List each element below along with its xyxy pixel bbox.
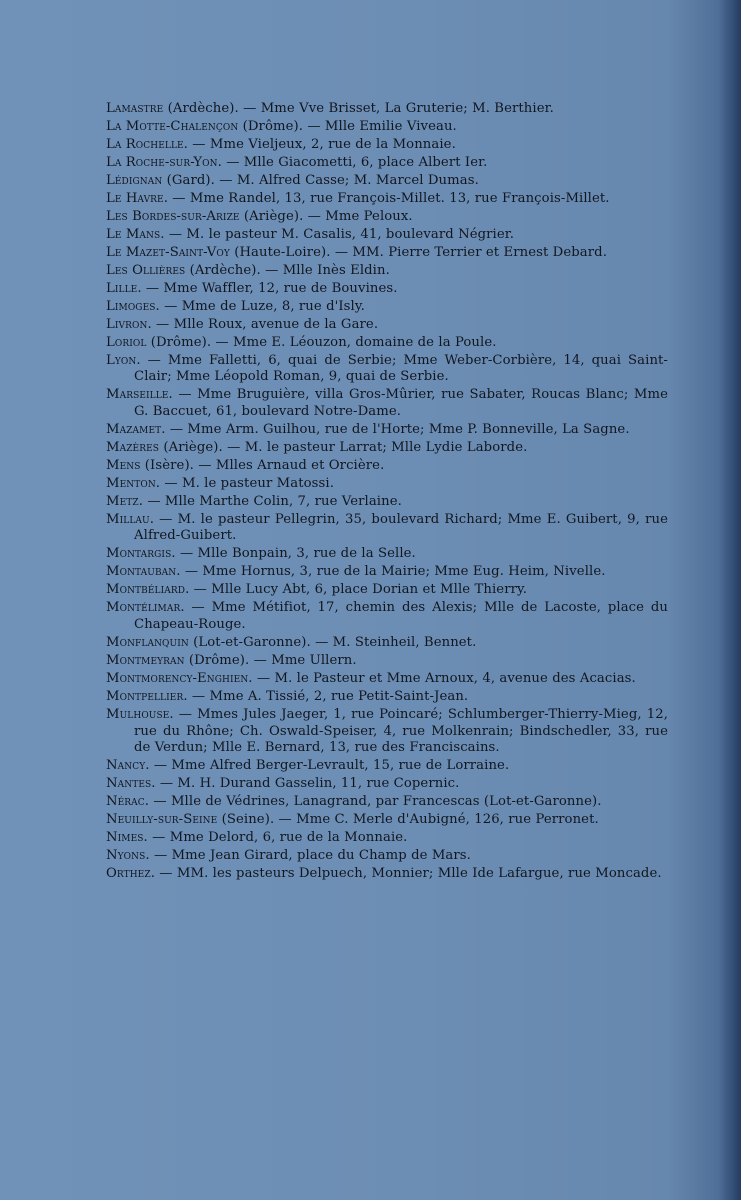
list-item: [106, 512, 668, 545]
place-name: La Rochelle.: [106, 136, 188, 152]
address-list: [106, 101, 668, 883]
place-name: Mens: [106, 457, 141, 473]
list-item: [106, 866, 668, 883]
list-item: [106, 689, 668, 706]
place-name: Le Mazet-Saint-Voy: [106, 244, 230, 260]
entry-text: — Mme Alfred Berger-Levrault, 15, rue de Lorraine.: [149, 758, 510, 774]
entry-text: — M. H. Durand Gasselin, 11, rue Copernic.: [155, 776, 460, 792]
entry-text: — Mme Randel, 13, rue François-Millet. 13, rue François-Millet.: [168, 190, 610, 206]
place-name: Montpellier.: [106, 688, 188, 704]
entry-text: (Ardèche). — Mme Vve Brisset, La Gruterie; M. Berthier.: [163, 101, 554, 116]
entry-text: (Isère). — Mlles Arnaud et Orcière.: [140, 457, 385, 473]
entry-text: (Haute-Loire). — MM. Pierre Terrier et Ernest Debard.: [229, 244, 607, 260]
list-item: [106, 119, 668, 136]
list-item: [106, 227, 668, 244]
place-name: Lamastre: [106, 101, 164, 116]
place-name: La Motte-Chalençon: [106, 118, 239, 134]
place-name: Lyon.: [106, 352, 141, 368]
entry-text: — M. le pasteur M. Casalis, 41, boulevard Négrier.: [164, 226, 515, 242]
entry-text: — Mlle Bonpain, 3, rue de la Selle.: [175, 546, 416, 562]
list-item: [106, 600, 668, 633]
place-name: Nérac.: [106, 794, 150, 810]
list-item: [106, 653, 668, 670]
entry-text: — Mme Jean Girard, place du Champ de Mars.: [149, 848, 471, 863]
list-item: [106, 458, 668, 475]
entry-text: — Mmes Jules Jaeger, 1, rue Poincaré; Schlumberger-Thierry-Mieg, 12, rue du Rhône; Ch. Oswald-Speiser, 4, rue Molkenrain; Bindschedler, 33, rue de Verdun; Mlle E. Bernard, 13, rue des Franciscains.: [134, 706, 668, 756]
place-name: Montargis.: [106, 546, 176, 562]
entry-text: — Mme Arm. Guilhou, rue de l'Horte; Mme P. Bonneville, La Sagne.: [165, 421, 630, 437]
list-item: [106, 546, 668, 563]
list-item: [106, 758, 668, 775]
entry-text: — MM. les pasteurs Delpuech, Monnier; Mlle Ide Lafargue, rue Moncade.: [155, 865, 662, 881]
entry-text: (Drôme). — Mme E. Léouzon, domaine de la Poule.: [146, 334, 497, 350]
place-name: Nyons.: [106, 848, 150, 863]
list-item: [106, 263, 668, 280]
place-name: Marseille.: [106, 387, 173, 403]
place-name: Montbéliard.: [106, 582, 190, 598]
entry-text: (Ariège). — Mme Peloux.: [239, 208, 413, 224]
entry-text: — Mme Delord, 6, rue de la Monnaie.: [147, 830, 408, 846]
place-name: Le Havre.: [106, 190, 169, 206]
list-item: [106, 245, 668, 262]
list-item: [106, 582, 668, 599]
place-name: Les Ollières: [106, 262, 186, 278]
place-name: Neuilly-sur-Seine: [106, 812, 218, 828]
list-item: [106, 476, 668, 493]
place-name: Orthez.: [106, 865, 155, 881]
entry-text: (Drôme). — Mlle Emilie Viveau.: [238, 118, 457, 134]
entry-text: — Mme Hornus, 3, rue de la Mairie; Mme Eug. Heim, Nivelle.: [180, 564, 606, 580]
entry-text: — Mlle de Védrines, Lanagrand, par Francescas (Lot-et-Garonne).: [149, 794, 602, 810]
entry-text: — Mme Vieljeux, 2, rue de la Monnaie.: [187, 136, 456, 152]
list-item: [106, 209, 668, 226]
place-name: La Roche-sur-Yon.: [106, 154, 222, 170]
list-item: [106, 812, 668, 829]
entry-text: — M. le pasteur Pellegrin, 35, boulevard Richard; Mme E. Guibert, 9, rue Alfred-Guibert.: [134, 511, 668, 544]
entry-text: (Gard). — M. Alfred Casse; M. Marcel Dumas.: [162, 172, 479, 188]
place-name: Nimes.: [106, 830, 148, 846]
list-item: [106, 335, 668, 352]
list-item: [106, 830, 668, 847]
place-name: Livron.: [106, 316, 152, 332]
list-item: [106, 440, 668, 457]
place-name: Millau.: [106, 511, 154, 527]
list-item: [106, 173, 668, 190]
place-name: Menton.: [106, 475, 161, 491]
entry-text: — Mlle Lucy Abt, 6, place Dorian et Mlle Thierry.: [189, 582, 528, 598]
entry-text: (Ardèche). — Mlle Inès Eldin.: [185, 262, 390, 278]
entry-text: (Drôme). — Mme Ullern.: [184, 652, 357, 668]
entry-text: — Mlle Giacometti, 6, place Albert Ier.: [221, 154, 488, 170]
list-item: [106, 848, 668, 865]
list-item: [106, 776, 668, 793]
place-name: Mazères: [106, 439, 160, 455]
page-edge-shadow: [719, 0, 741, 1200]
list-item: [106, 191, 668, 208]
list-item: [106, 155, 668, 172]
entry-text: — Mme Waffler, 12, rue de Bouvines.: [141, 280, 398, 296]
list-item: [106, 707, 668, 757]
entry-text: — Mlle Marthe Colin, 7, rue Verlaine.: [143, 493, 402, 509]
list-item: [106, 299, 668, 316]
list-item: [106, 635, 668, 652]
list-item: [106, 422, 668, 439]
entry-text: — Mme A. Tissié, 2, rue Petit-Saint-Jean.: [187, 688, 469, 704]
entry-text: (Ariège). — M. le pasteur Larrat; Mlle Lydie Laborde.: [159, 439, 528, 455]
list-item: [106, 137, 668, 154]
list-item: [106, 794, 668, 811]
entry-text: — Mlle Roux, avenue de la Gare.: [151, 316, 379, 332]
place-name: Metz.: [106, 493, 144, 509]
entry-text: — Mme de Luze, 8, rue d'Isly.: [159, 298, 365, 314]
place-name: Nancy.: [106, 758, 150, 774]
entry-text: (Lot-et-Garonne). — M. Steinheil, Bennet.: [188, 634, 477, 650]
entry-text: — Mme Métifiot, 17, chemin des Alexis; Mlle de Lacoste, place du Chapeau-Rouge.: [134, 600, 668, 632]
place-name: Lille.: [106, 280, 142, 296]
place-name: Lédignan: [106, 172, 163, 188]
list-item: [106, 317, 668, 334]
place-name: Loriol: [106, 334, 147, 350]
list-item: [106, 494, 668, 511]
entry-text: — Mme Falletti, 6, quai de Serbie; Mme Weber-Corbière, 14, quai Saint-Clair; Mme Léopold Roman, 9, quai de Serbie.: [134, 352, 668, 385]
list-item: [106, 387, 668, 420]
entry-text: — Mme Bruguière, villa Gros-Mûrier, rue Sabater, Roucas Blanc; Mme G. Baccuet, 61, boulevard Notre-Dame.: [134, 387, 668, 419]
place-name: Limoges.: [106, 298, 160, 314]
place-name: Le Mans.: [106, 226, 165, 242]
entry-text: (Seine). — Mme C. Merle d'Aubigné, 126, rue Perronet.: [217, 812, 599, 828]
place-name: Montmeyran: [106, 652, 185, 668]
place-name: Montmorency-Enghien.: [106, 670, 253, 686]
place-name: Monflanquin: [106, 634, 189, 650]
place-name: Montauban.: [106, 564, 181, 580]
place-name: Mazamet.: [106, 421, 166, 437]
place-name: Nantes.: [106, 776, 156, 792]
list-item: [106, 671, 668, 688]
list-item: [106, 564, 668, 581]
entry-text: — M. le Pasteur et Mme Arnoux, 4, avenue des Acacias.: [252, 670, 636, 686]
list-item: [106, 281, 668, 298]
place-name: Montélimar.: [106, 600, 185, 616]
list-item: [106, 101, 668, 118]
place-name: Mulhouse.: [106, 706, 174, 722]
list-item: [106, 353, 668, 386]
place-name: Les Bordes-sur-Arize: [106, 208, 240, 224]
entry-text: — M. le pasteur Matossi.: [160, 475, 334, 491]
